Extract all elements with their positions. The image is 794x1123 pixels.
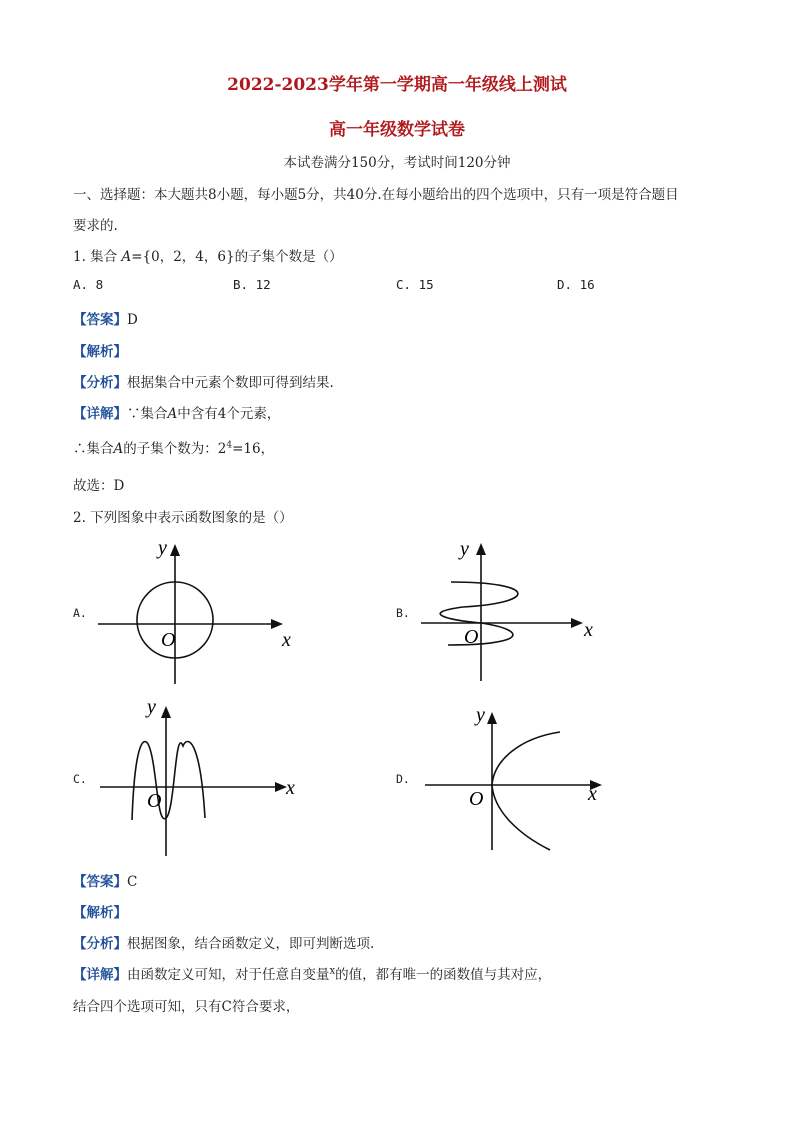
q2-label-c: C. [73,772,87,786]
q2-label-b: B. [396,606,410,620]
q1-detail-line1 [73,402,280,422]
q2-fenxi-text: 根据图象，结合函数定义，即可判断选项. [127,936,375,952]
graph-a-origin: O [161,629,176,651]
q2-fenxi [73,932,374,952]
q1-detail-line2 [73,437,274,457]
q1-stem-var: A [121,249,132,265]
q1-analysis-tag [73,340,127,360]
q2-answer [73,870,137,890]
graph-b-x-label: x [584,619,593,641]
graph-d-sideways-parabola [420,700,620,855]
q1-option-a: A. 8 [73,277,104,292]
graph-d-x-label: x [588,783,597,805]
graph-c-curve [132,741,205,820]
graph-c-origin: O [147,790,162,812]
q1-fenxi-text: 根据集合中元素个数即可得到结果. [127,375,334,391]
analysis-tag: 【解析】 [73,344,127,360]
fenxi-tag: 【分析】 [73,375,127,391]
graph-a-circle [95,538,295,688]
graph-c-y-arrow [161,706,171,718]
q1-detail2-b: 的子集个数为：2 [123,441,227,457]
q1-detail2-exp: 4 [226,440,233,451]
graph-d-curve [492,732,560,850]
graph-b-y-arrow [476,543,486,555]
graph-c-function [95,696,305,861]
q1-option-d: D. 16 [557,277,595,292]
graph-d-y-label: y [476,704,485,726]
q1-option-c: C. 15 [396,277,434,292]
q1-stem [73,245,343,265]
graph-b-x-arrow [571,618,583,628]
graph-b-y-label: y [460,538,469,560]
q1-detail2-c: =16， [232,441,275,457]
answer-tag: 【答案】 [73,312,127,328]
graph-d-y-arrow [487,712,497,724]
q2-detail-line2: 结合四个选项可知，只有C符合要求， [73,999,300,1015]
graph-a-x-label: x [282,629,291,651]
section-intro-line2: 要求的. [73,218,118,234]
graph-b-sideways-wave [418,535,618,685]
analysis-tag: 【解析】 [73,905,127,921]
detail-tag: 【详解】 [73,406,127,422]
graph-a-y-arrow [170,544,180,556]
graph-c-y-label: y [147,696,156,718]
q1-stem-prefix: 1. 集合 [73,249,118,265]
graph-d-origin: O [469,788,484,810]
q2-stem: 2. 下列图象中表示函数图象的是（） [73,510,293,526]
exam-title: 2022-2023学年第一学期高一年级线上测试 [227,75,567,95]
q2-label-d: D. [396,772,410,786]
q1-answer [73,308,138,328]
q2-detail-var: x [329,965,336,977]
q1-detail2-a: ∴集合 [73,441,114,457]
answer-tag: 【答案】 [73,874,127,890]
q1-option-b: B. 12 [233,277,271,292]
section-intro-line1: 一、选择题：本大题共8小题，每小题5分，共40分.在每小题给出的四个选项中，只有一项是符合题目 [73,187,679,203]
q1-fenxi [73,371,334,391]
q2-analysis-tag [73,901,127,921]
exam-info: 本试卷满分150分，考试时间120分钟 [283,155,511,171]
fenxi-tag: 【分析】 [73,936,127,952]
q2-label-a: A. [73,606,87,620]
graph-b-curve [440,582,518,645]
q1-stem-suffix: ={0，2，4，6}的子集个数是（） [131,249,343,265]
q1-answer-value: D [127,312,138,328]
detail-tag: 【详解】 [73,967,127,983]
q1-detail2-var: A [113,441,124,457]
q1-detail1-var: A [167,406,178,422]
q1-detail1-b: 中含有4个元素， [177,406,281,422]
q2-detail-line1 [73,963,551,983]
q1-choose: 故选：D [73,478,125,494]
graph-c-x-label: x [286,777,295,799]
graph-a-y-label: y [158,537,167,559]
exam-subtitle: 高一年级数学试卷 [329,120,465,140]
graph-a-x-arrow [271,619,283,629]
q1-detail1-a: ∵集合 [127,406,168,422]
q2-detail-b: 的值，都有唯一的函数值与其对应， [335,967,552,983]
graph-b-origin: O [464,626,479,648]
q2-detail-a: 由函数定义可知，对于任意自变量 [127,967,330,983]
q2-answer-value: C [127,874,138,890]
